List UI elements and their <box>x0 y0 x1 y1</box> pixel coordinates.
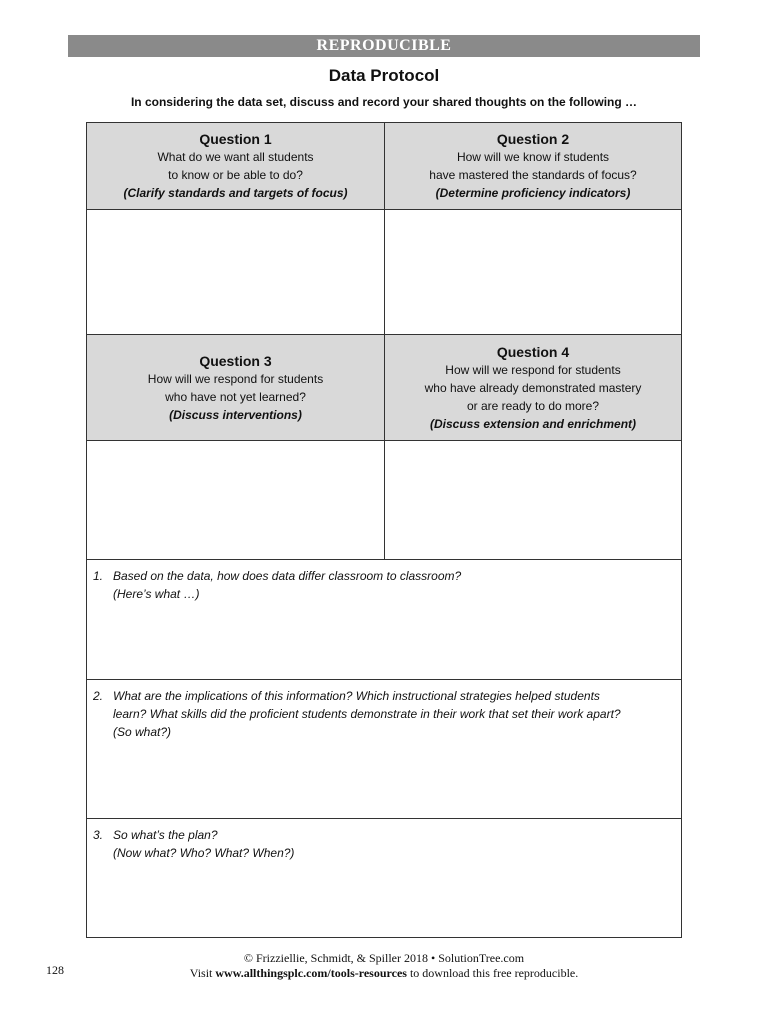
question-3-line-1: How will we respond for students <box>147 371 324 386</box>
page-title: Data Protocol <box>328 66 440 85</box>
question-2-line-1: How will we know if students <box>456 150 610 164</box>
question-2-header <box>384 122 682 210</box>
question-1-line-1: What do we want all students <box>157 150 314 164</box>
prompt-2-number: 2. <box>93 689 104 703</box>
reproducible-banner: REPRODUCIBLE <box>68 35 700 57</box>
question-3-answer-area[interactable] <box>86 440 385 560</box>
prompt-1-number: 1. <box>93 569 104 583</box>
question-2-answer-area[interactable] <box>384 209 682 335</box>
prompt-2-line-1: What are the implications of this information? Which instructional strategies helped students <box>113 689 600 703</box>
question-4-line-1: How will we respond for students <box>445 362 621 377</box>
question-1-answer-area[interactable] <box>86 209 385 335</box>
question-1-title: Question 1 <box>199 131 272 147</box>
footer-visit-suffix: to download this free reproducible. <box>406 966 579 980</box>
prompt-3-line-1: So what’s the plan? <box>113 828 218 842</box>
question-3-line-2: who have not yet learned? <box>165 389 306 404</box>
question-4-line-3: or are ready to do more? <box>466 398 600 413</box>
question-2-hint: (Determine proficiency indicators) <box>435 186 631 200</box>
question-3-title: Question 3 <box>199 352 272 369</box>
question-4-answer-area[interactable] <box>384 440 682 560</box>
question-2-title: Question 2 <box>496 131 570 147</box>
prompt-2-line-3: (So what?) <box>113 725 172 739</box>
question-1-line-2: to know or be able to do? <box>168 168 303 182</box>
question-1-hint: (Clarify standards and targets of focus) <box>123 186 348 200</box>
question-4-hint: (Discuss extension and enrichment) <box>429 416 637 431</box>
question-4-header <box>384 334 682 441</box>
prompt-1-line-1: Based on the data, how does data differ classroom to classroom? <box>113 569 462 583</box>
footer-visit-prefix: Visit <box>189 966 216 980</box>
prompt-3-number: 3. <box>93 828 104 842</box>
question-1-header <box>86 122 385 210</box>
question-4-title: Question 4 <box>496 343 570 360</box>
page-subtitle: In considering the data set, discuss and record your shared thoughts on the following … <box>130 95 638 109</box>
footer-url-link[interactable]: www.allthingsplc.com/tools-resources <box>215 966 407 980</box>
prompt-3-line-2: (Now what? Who? What? When?) <box>113 846 295 860</box>
prompt-1-area[interactable] <box>86 559 682 680</box>
prompt-2-area[interactable] <box>86 679 682 819</box>
footer-visit-line <box>0 966 768 981</box>
prompt-3-area[interactable] <box>86 818 682 938</box>
footer-copyright: © Frizziellie, Schmidt, & Spiller 2018 • SolutionTree.com <box>243 951 525 965</box>
prompt-2-line-2: learn? What skills did the proficient students demonstrate in their work that set their work apart? <box>113 707 621 721</box>
page-number: 128 <box>46 963 64 977</box>
prompt-1-line-2: (Here’s what …) <box>113 587 200 601</box>
question-2-line-2: have mastered the standards of focus? <box>429 168 637 182</box>
question-4-line-2: who have already demonstrated mastery <box>424 380 642 395</box>
question-3-hint: (Discuss interventions) <box>169 407 302 422</box>
question-3-header <box>86 334 385 441</box>
